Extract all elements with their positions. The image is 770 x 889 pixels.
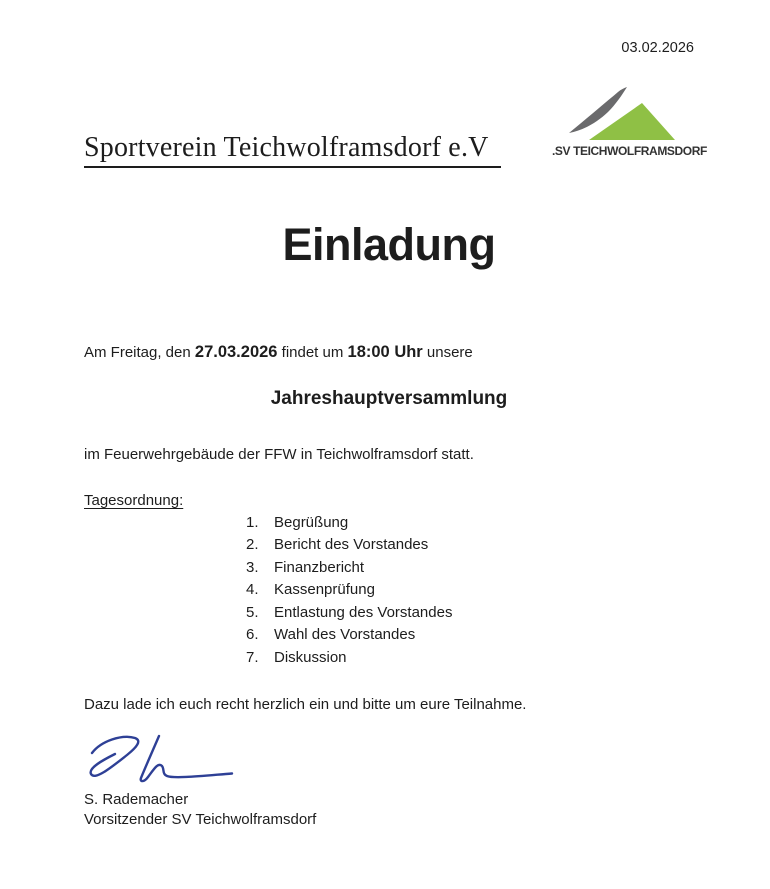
agenda-item [246,647,452,669]
intro-line [84,343,473,362]
agenda-item [246,602,452,624]
signature-stroke-1 [91,737,139,776]
agenda-item-label: Bericht des Vorstandes [274,536,429,554]
agenda-item-label: Kassenprüfung [274,581,375,599]
agenda-item [246,579,452,601]
agenda-item-number: 7. [246,648,259,666]
signer-name: S. Rademacher [84,791,189,808]
agenda-list [246,512,452,669]
handwritten-signature [84,732,234,795]
agenda-item-number: 4. [246,581,259,599]
meeting-date: 27.03.2026 [194,343,278,361]
signer-block [84,790,316,829]
agenda-item-label: Entlastung des Vorstandes [274,603,453,621]
agenda-item [246,557,452,579]
closing-line: Dazu lade ich euch recht herzlich ein und bitte um eure Teilnahme. [84,696,527,713]
agenda-heading: Tagesordnung: [84,492,184,509]
agenda-item [246,624,452,646]
club-logo [552,86,707,158]
club-logo-graphic [558,86,686,143]
agenda-item-number: 6. [246,626,259,644]
club-name-heading: Sportverein Teichwolframsdorf e.V [84,132,501,168]
document-date: 03.02.2026 [621,40,694,56]
agenda-item [246,512,452,534]
agenda-item-label: Diskussion [274,648,347,666]
agenda-item-label: Begrüßung [274,514,349,531]
intro-part3: unsere [422,344,473,361]
agenda-item-number: 2. [246,536,259,554]
agenda-item [246,534,452,556]
location-line: im Feuerwehrgebäude der FFW in Teichwolframsdorf statt. [84,446,474,463]
event-name: Jahreshauptversammlung [270,388,508,409]
agenda-item-label: Finanzbericht [274,558,365,576]
meeting-time: 18:00 Uhr [347,343,423,361]
agenda-item-label: Wahl des Vorstandes [274,626,416,644]
agenda-item-number: 5. [246,603,259,621]
intro-part2: findet um [277,344,348,361]
intro-part1: Am Freitag, den [84,344,195,361]
agenda-item-number: 1. [246,514,259,531]
agenda-item-number: 3. [246,558,259,576]
signer-role: Vorsitzender SV Teichwolframsdorf [84,810,317,828]
signature-graphic [84,732,234,790]
club-logo-text: .SV TEICHWOLFRAMSDORF [552,144,707,158]
signature-stroke-2 [141,736,232,781]
page-title: Einladung [282,219,496,270]
